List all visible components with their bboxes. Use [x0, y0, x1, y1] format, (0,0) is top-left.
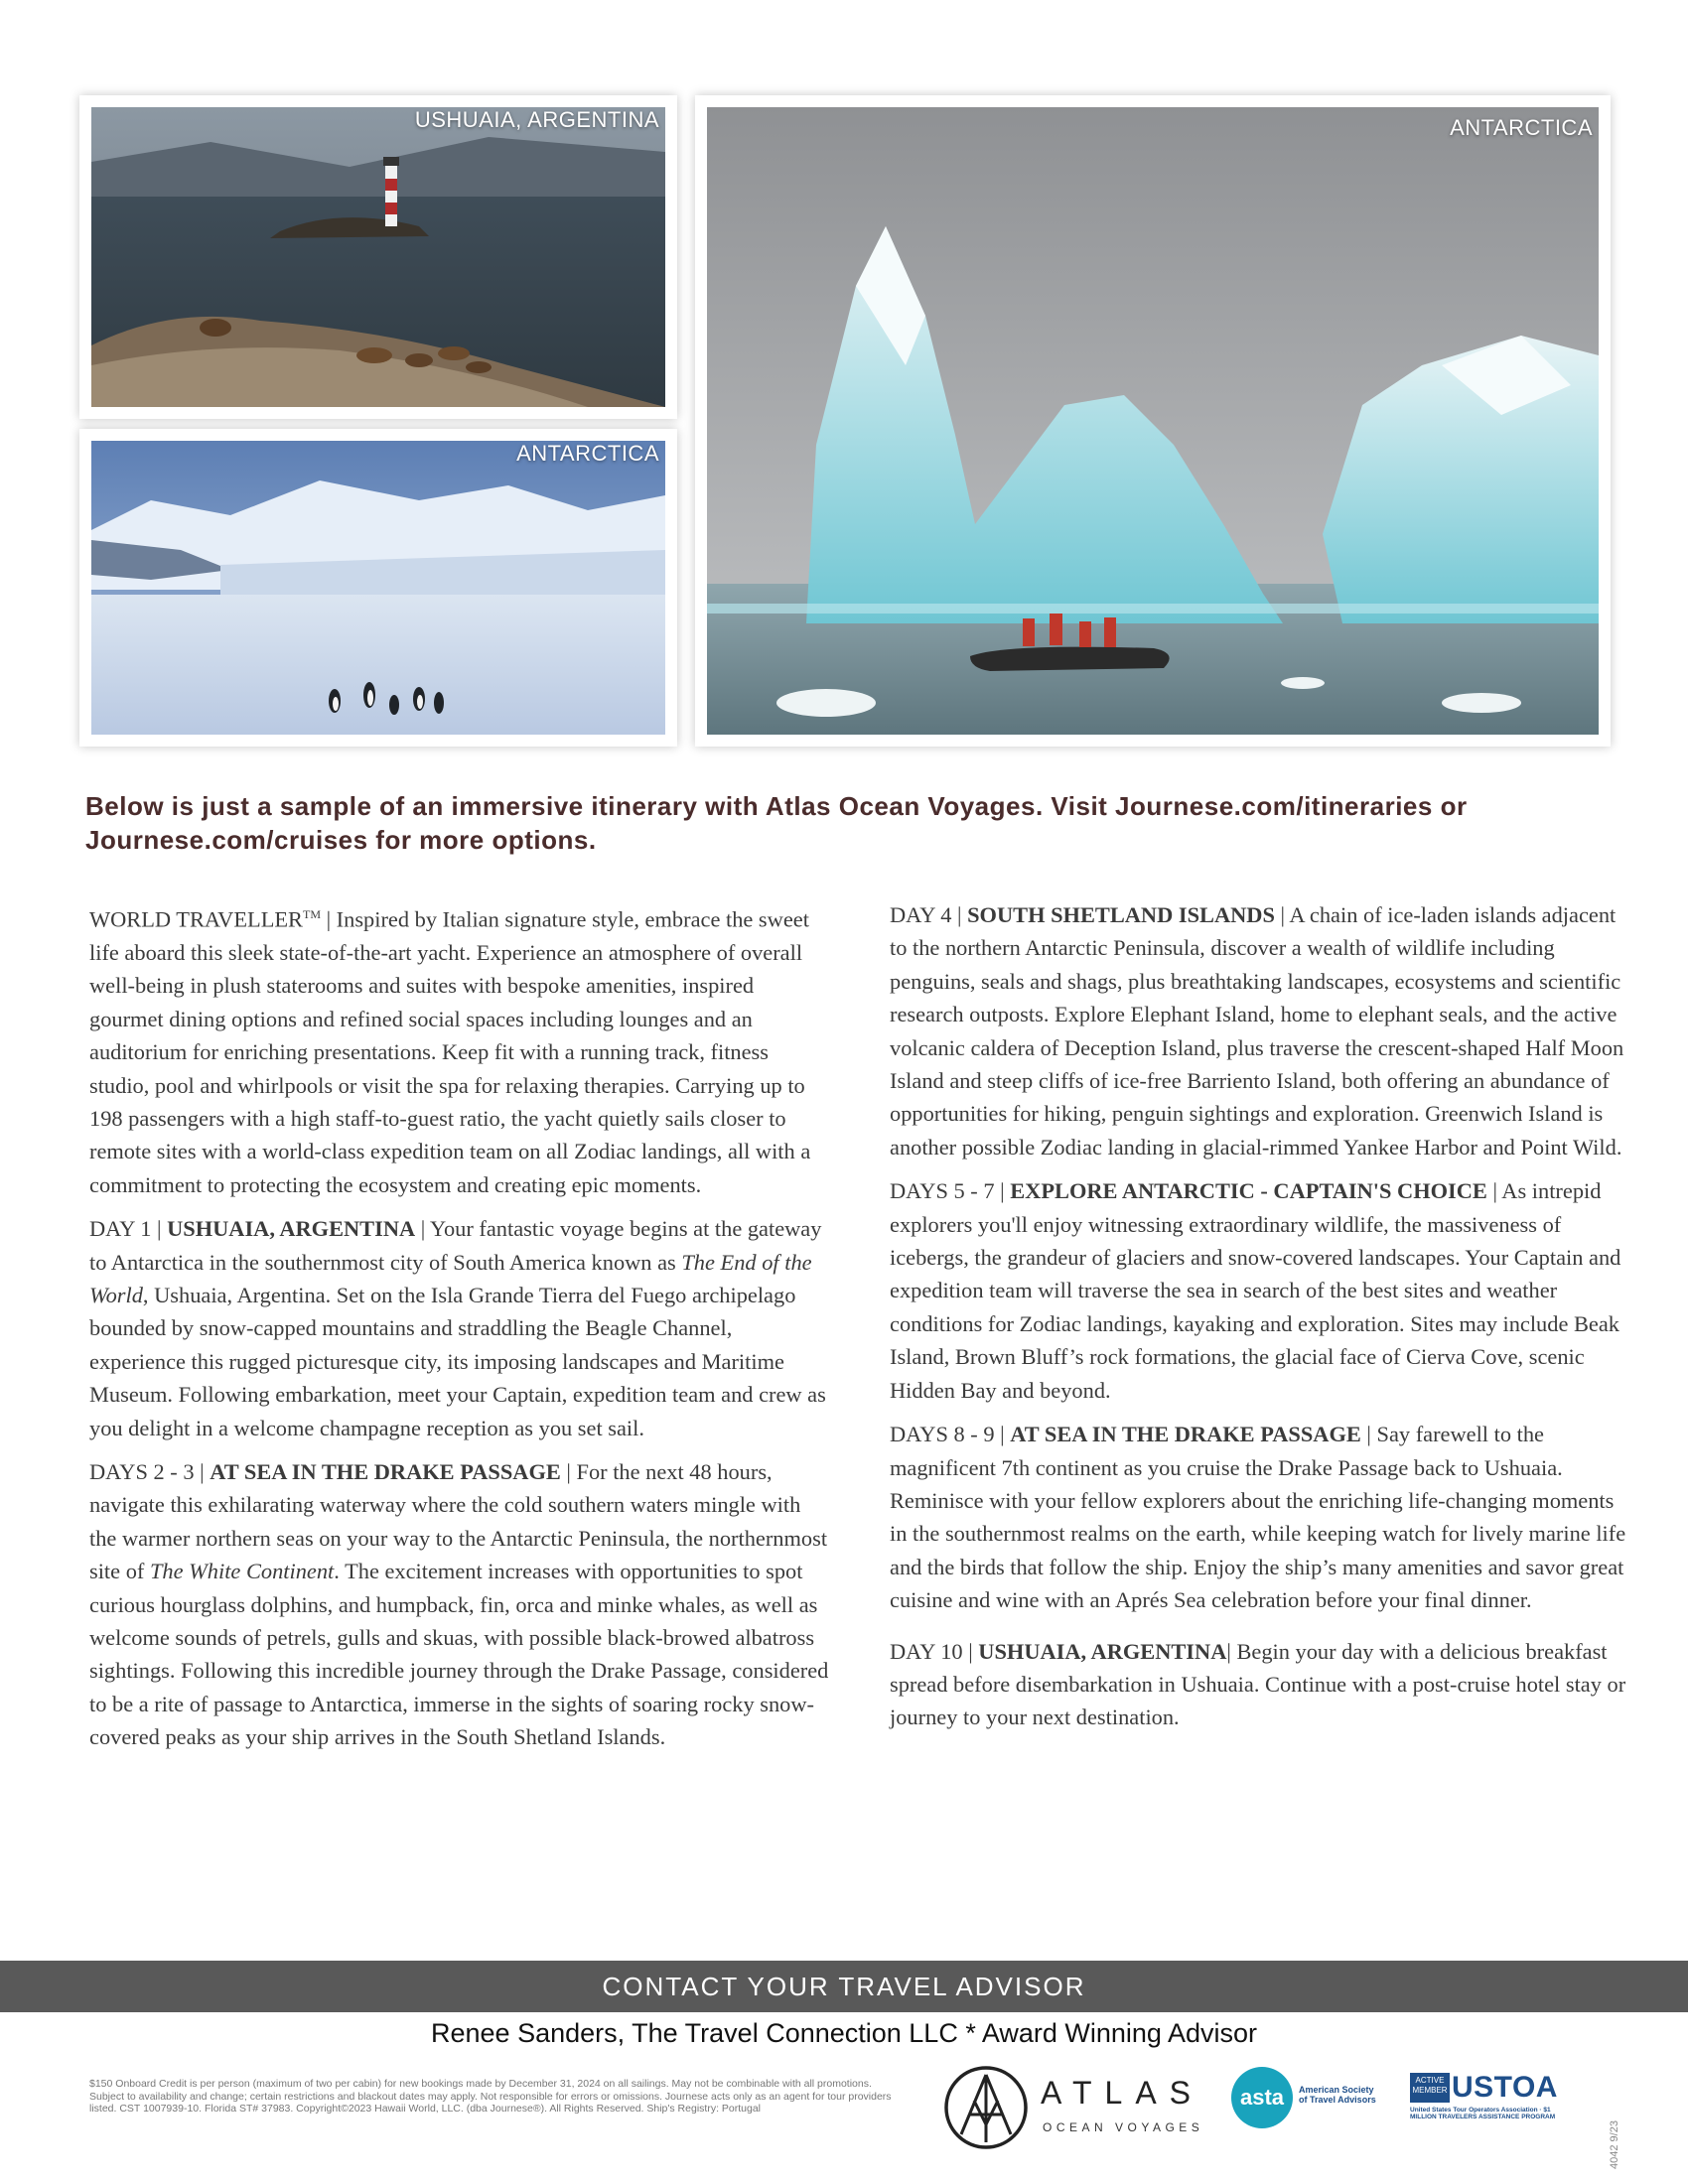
day-4-label: DAY 4 | [890, 902, 968, 927]
day-1-text-b: , Ushuaia, Argentina. Set on the Isla Grande Tierra del Fuego archipelago bounded by snow-capped mountains and straddling the Beagle Channel, experience this rugged picturesque city, its imposing landscapes and Maritime Museum. Following embarkation, meet your Captain, expedition team and crew as you delight in a welcome champagne reception as you set sail. [89, 1282, 826, 1440]
day-10-text: | Begin your day with a delicious breakfast spread before disembarkation in Ushuaia. Continue with a post-cruise hotel stay or journey to your next destination. [890, 1638, 1626, 1730]
days-2-3-text-b: . The excitement increases with opportunities to spot curious hourglass dolphins, and humpback, fin, orca and minke whales, as well as welcome sounds of petrels, gulls and skuas, with possible black-browed albatross sightings. Following this incredible journey through the Drake Passage, considered to be a rite of passage to Antarctica, immerse in the sights of soaring rocky snow-covered peaks as your ship arrives in the South Shetland Islands. [89, 1559, 829, 1750]
itinerary-days-5-7 [890, 1174, 1632, 1407]
atlas-wordmark: ATLAS [1041, 2075, 1203, 2111]
asta-text: American Society of Travel Advisors [1299, 2085, 1376, 2105]
ustoa-subtitle: United States Tour Operators Association · $1 MILLION TRAVELERS ASSISTANCE PROGRAM [1410, 2107, 1556, 2120]
photo-antarctica-iceberg [707, 107, 1599, 735]
day-4-place: SOUTH SHETLAND ISLANDS [967, 902, 1275, 927]
photo-caption-ushuaia: USHUAIA, ARGENTINA [414, 107, 659, 132]
day-1-italic: The End of the World [89, 1249, 812, 1307]
photo-antarctica-small-frame [79, 429, 677, 747]
itinerary-right-column [890, 898, 1632, 1745]
itinerary-days-2-3 [89, 1455, 832, 1754]
day-1-place: USHUAIA, ARGENTINA [167, 1216, 416, 1242]
days-5-7-label: DAYS 5 - 7 | [890, 1178, 1011, 1204]
ship-description [89, 898, 832, 1201]
itinerary-days-8-9 [890, 1418, 1632, 1616]
days-8-9-label: DAYS 8 - 9 | [890, 1422, 1011, 1447]
intro-text: Below is just a sample of an immersive itinerary with Atlas Ocean Voyages. Visit Journese.com/itineraries or Journese.com/cruises for more options. [85, 791, 1468, 855]
day-1-label: DAY 1 | [89, 1216, 168, 1242]
asta-circle-icon: asta [1231, 2067, 1293, 2128]
ustoa-wordmark: USTOA [1452, 2071, 1558, 2104]
ship-text: | Inspired by Italian signature style, embrace the sweet life aboard this sleek state-of-the-art yacht. Experience an atmosphere of overall well-being in plush staterooms and suites with bespoke amenities, inspired gourmet dining options and refined social spaces including lounges and an auditorium for enriching presentations. Keep fit with a running track, fitness studio, pool and whirlpools or visit the spa for relaxing therapies. Carrying up to 198 passengers with a high staff-to-guest ratio, the yacht quietly sails closer to remote sites with a world-class expedition team on all Zodiac landings, all with a commitment to protecting the ecosystem and creating epic moments. [89, 906, 811, 1197]
days-8-9-text: | Say farewell to the magnificent 7th continent as you cruise the Drake Passage back to Ushuaia. Reminisce with your fellow explorers about the enriching life-changing moments in the southernmost realms on the earth, while keeping watch for lively marine life and the birds that follow the ship. Enjoy the ship’s many amenities and savor great cuisine and wine with an Aprés Sea celebration before your final dinner. [890, 1422, 1626, 1613]
day-10-label: DAY 10 | [890, 1638, 979, 1664]
day-1-text-a: | Your fantastic voyage begins at the gateway to Antarctica in the southernmost city of South America known as [89, 1216, 822, 1275]
days-5-7-place: EXPLORE ANTARCTIC - CAPTAIN'S CHOICE [1010, 1178, 1487, 1204]
days-2-3-text-a: | For the next 48 hours, navigate this exhilarating waterway where the cold southern waters mingle with the warmer northern seas on your way to the Antarctic Peninsula, the northernmost site of [89, 1458, 828, 1584]
photo-antarctica-penguins [91, 441, 665, 735]
days-8-9-place: AT SEA IN THE DRAKE PASSAGE [1010, 1422, 1361, 1447]
photo-caption-antarctica-large: ANTARCTICA [1450, 115, 1593, 140]
days-2-3-place: AT SEA IN THE DRAKE PASSAGE [210, 1458, 561, 1484]
day-10-place: USHUAIA, ARGENTINA [978, 1638, 1227, 1664]
ustoa-badge: ACTIVE MEMBER [1410, 2073, 1450, 2103]
itinerary-left-column [89, 898, 832, 1765]
day-4-text: | A chain of ice-laden islands adjacent to the northern Antarctic Peninsula, discover a wealth of wildlife including penguins, seals and shags, plus breathtaking landscapes, ecosystems and scientific research outposts. Explore Elephant Island, home to elephant seals, and the active volcanic caldera of Deception Island, plus traverse the crescent-shaped Half Moon Island and steep cliffs of ice-free Barriento Island, both offering an abundance of opportunities for hiking, penguin sightings and exploration. Greenwich Island is another possible Zodiac landing in glacial-rimmed Yankee Harbor and Point Wild. [890, 902, 1624, 1160]
atlas-emblem-icon [941, 2063, 1031, 2152]
days-5-7-text: | As intrepid explorers you'll enjoy witnessing extraordinary wildlife, the massiveness of icebergs, the grandeur of glaciers and snow-covered landscapes. Your Captain and expedition team will traverse the sea in search of the best sites and weather conditions for Zodiac landings, kayaking and exploration. Sites may include Beak Island, Brown Bluff’s rock formations, the glacial face of Cierva Cove, scenic Hidden Bay and beyond. [890, 1178, 1621, 1403]
itinerary-day-1 [89, 1212, 832, 1444]
ship-name: WORLD TRAVELLER [89, 906, 303, 932]
photo-ushuaia-frame [79, 95, 677, 419]
ustoa-logo [1410, 2073, 1569, 2122]
document-code: 4042 9/23 [1609, 2120, 1620, 2169]
days-2-3-italic: The White Continent [149, 1559, 335, 1584]
photo-caption-antarctica-small: ANTARCTICA [516, 441, 659, 466]
photo-antarctica-large-frame [695, 95, 1611, 747]
fine-print: $150 Onboard Credit is per person (maximum of two per cabin) for new bookings made by December 31, 2024 on all sailings. May not be combinable with all promotions. Subject to availability and change; certain restrictions and blackout dates may apply. Not responsible for errors or omissions. Journese acts only as an agent for tour providers listed. CST 1007939-10. Florida ST# 37983. Copyright©2023 Hawaii World, LLC. (dba Journese®). All Rights Reserved. Ship's Registry: Portugal [89, 2078, 892, 2115]
contact-bar: CONTACT YOUR TRAVEL ADVISOR [0, 1961, 1688, 2012]
photo-ushuaia [91, 107, 665, 407]
advisor-name: Renee Sanders, The Travel Connection LLC * Award Winning Advisor [431, 2018, 1257, 2048]
itinerary-day-10 [890, 1635, 1632, 1734]
ship-tm: TM [302, 907, 321, 921]
asta-logo [1231, 2067, 1380, 2128]
itinerary-day-4 [890, 898, 1632, 1163]
atlas-logo [941, 2063, 1205, 2152]
atlas-subtitle: OCEAN VOYAGES [1043, 2120, 1204, 2134]
days-2-3-label: DAYS 2 - 3 | [89, 1458, 211, 1484]
